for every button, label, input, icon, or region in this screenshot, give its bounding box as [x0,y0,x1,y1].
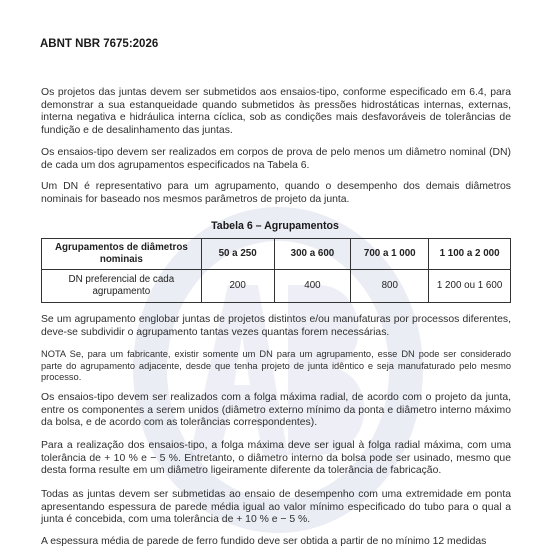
standard-header: ABNT NBR 7675:2026 [40,38,159,50]
table-row [42,270,511,303]
table-cell: DN preferencial de cada agrupamento [42,270,202,303]
paragraph-type-tests: Os projetos das juntas devem ser submetidos aos ensaios-tipo, conforme especificado em 6.4, para demonstrar a sua estanqueidade quando submetidos às pressões hidrostáticas internas, externas, interna negativa e hidráulica interna cíclica, sob as condições mais desfavoráveis de tolerâncias de fundição e de desalinhamento das juntas. [41,87,511,136]
table-cell: 1 200 ou 1 600 [429,270,511,303]
paragraph-wall-thickness: A espessura média de parede de ferro fundido deve ser obtida a partir de no mínimo 12 medidas [41,536,487,547]
table-header-cell: 300 a 600 [274,239,351,270]
paragraph-representative-dn: Um DN é representativo para um agrupamento, quando o desempenho dos demais diâmetros nominais for baseado nos mesmos parâmetros de projeto da junta. [41,181,511,205]
paragraph-maximum-clearance: Para a realização dos ensaios-tipo, a folga máxima deve ser igual à folga radial máxima, com uma tolerância de + 10 % e − 5 %. Entretanto, o diâmetro interno da bolsa pode ser usinado, mesmo que desta forma resulte em um diâmetro ligeiramente diferente da tolerância de fabricação. [41,440,511,477]
table-caption: Tabela 6 – Agrupamentos [211,220,339,232]
table-header-cell: Agrupamentos de diâmetros nominais [42,239,202,270]
table-cell: 400 [274,270,351,303]
table-header-row [42,239,511,270]
table-header-cell: 1 100 a 2 000 [429,239,511,270]
table-header-cell: 50 a 250 [201,239,274,270]
note-paragraph: NOTA Se, para um fabricante, existir somente um DN para um agrupamento, esse DN pode ser considerado parte do agrupamento adjacente, desde que tenha projeto de junta idêntico e seja manufaturado pelo mesmo processo. [41,349,511,383]
paragraph-specimens: Os ensaios-tipo devem ser realizados em corpos de prova de pelo menos um diâmetro nominal (DN) de cada um dos agrupamentos especificados na Tabela 6. [41,147,511,171]
table-cell: 800 [351,270,429,303]
paragraph-subdivision: Se um agrupamento englobar juntas de projetos distintos e/ou manufaturas por processos diferentes, deve-se subdividir o agrupamento tantas vezes quantas forem necessárias. [41,314,511,338]
table-header-cell: 700 a 1 000 [351,239,429,270]
groupings-table [41,238,511,303]
table-cell: 200 [201,270,274,303]
paragraph-radial-clearance: Os ensaios-tipo devem ser realizados com a folga máxima radial, de acordo com o projeto da junta, entre os componentes a serem unidos (diâmetro externo mínimo da ponta e diâmetro interno máximo da bolsa, e de acordo com as tolerâncias correspondentes). [41,392,511,429]
paragraph-performance-test: Todas as juntas devem ser submetidas ao ensaio de desempenho com uma extremidade em ponta apresentando espessura de parede média igual ao valor mínimo especificado do tubo para o qual a junta é concebida, com uma tolerância de + 10 % e − 5 %. [41,489,511,526]
